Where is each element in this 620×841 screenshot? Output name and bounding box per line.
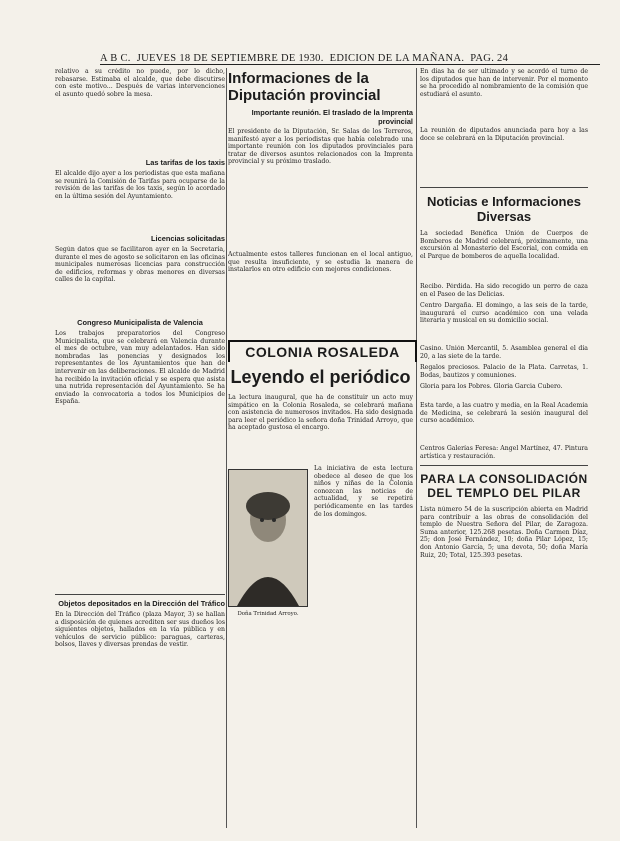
column-rule [226, 68, 227, 828]
pilar-text: Lista número 54 de la suscripción abierta en Madrid para contribuir a las obras de consolidación del templo de Nuestra Señora del Pilar, de Zaragoza. Suma anterior, 125.268 pesetas. Doña Carmen Díaz, 25; don José Fernández, 10; doña Pilar López, 15; don Antonio García, 5; una devota, 50; doña María Ruiz, 20; Total, 125.393 pesetas. [420, 506, 588, 559]
issue-date: JUEVES 18 DE SEPTIEMBRE DE 1930. [136, 53, 324, 64]
news-item: Centros Galerías Feresa: Ángel Martínez, 47. Pintura artística y restauración. [420, 445, 588, 460]
intro-paragraph: La reunión de diputados anunciada para hoy a las doce se celebrará en la Diputación provincial. [420, 127, 588, 142]
publication-name: A B C. [100, 53, 131, 64]
article-text: El presidente de la Diputación, Sr. Salas de los Terreros, manifestó ayer a los periodistas que había celebrado una importante reunión con los diputados provinciales para tratar de diversos asuntos relacionados con la Imprenta provincial y su próximo traslado. [228, 128, 413, 166]
news-item: La sociedad Benéfica Unión de Cuerpos de Bomberos de Madrid celebrará, próximamente, una excursión al Monasterio del Escorial, con comida en el Parque de bomberos de aquella localidad. [420, 230, 588, 260]
colonia-article [228, 364, 413, 698]
column-rule [416, 68, 417, 828]
column-middle [228, 68, 413, 310]
divider [420, 187, 588, 188]
pilar-headline: PARA LA CONSOLIDACIÓN DEL TEMPLO DEL PILAR [420, 472, 588, 500]
article-headline: Informaciones de la Diputación provincial [228, 70, 381, 104]
photo-caption: Doña Trinidad Arroyo. [237, 611, 299, 617]
divider [55, 594, 225, 595]
page-number: PAG. 24 [470, 53, 509, 64]
portrait-image [229, 470, 307, 606]
article-text: Actualmente estos talleres funcionan en el local antiguo, que resulta insuficiente, y se estudia la manera de instalarlos en otro edificio con mejores condiciones. [228, 251, 413, 274]
box-title: COLONIA ROSALEDA [245, 344, 400, 360]
section-title: Licencias solicitadas [151, 234, 225, 243]
section-text: Los trabajos preparatorios del Congreso Municipalista, que se celebrará en Valencia durante el mes de octubre, van muy adelantados. Han sido nombradas las ponencias y designados los representantes de los Ayuntamientos que han de intervenir en las deliberaciones. El alcalde de Madrid ha recibido la invitación oficial y se espera que asista una nutrida representación del Ayuntamiento. Se ha enviado la convocatoria a todos los Municipios de España. [55, 330, 225, 406]
edition-label: EDICION DE LA MAÑANA. [329, 53, 465, 64]
column-right [420, 68, 588, 709]
section-title: Las tarifas de los taxis [145, 158, 225, 167]
portrait-photo [228, 469, 308, 617]
news-item: Gloria para los Pobres. Gloria Garcia Cubero. [420, 383, 563, 390]
box-headline: Leyendo el periódico [230, 367, 411, 387]
section-title: Objetos depositados en la Dirección del Tráfico [58, 599, 225, 608]
box-text: La lectura inaugural, que ha de constituir un acto muy simpático en la Colonia Rosaleda, se celebrará mañana con asistencia de numerosos invitados. Ha sido designada para leer el periódico la señora doña Trinidad Arroyo, que ha aceptado gustosa el encargo. [228, 394, 413, 432]
box-text: La iniciativa de esta lectura obedece al deseo de que los niños y niñas de la Colonia conozcan las noticias de actualidad, y se repetirá periódicamente en las tardes de los domingos. [314, 465, 413, 518]
news-item: Esta tarde, a las cuatro y media, en la Real Academia de Medicina, se celebrará la sesión inaugural del curso académico. [420, 402, 588, 425]
intro-paragraph: relativo a su crédito no puede, por lo dicho, rebasarse. Estimaba el alcalde, que debe discutirse con este motivo... Después de varias intervenciones el asunto quedó sobre la mesa. [55, 68, 225, 98]
divider [420, 465, 588, 466]
news-item: Recibo. Pérdida. Ha sido recogido un perro de caza en el Paseo de las Delicias. [420, 283, 588, 298]
noticias-headline: Noticias e Informaciones Diversas [427, 194, 581, 224]
section-text: En la Dirección del Tráfico (plaza Mayor, 3) se hallan a disposición de quienes acrediten ser sus dueños los siguientes objetos, hallados en la vía pública y en vehículos de servicio público: paraguas, carteras, bolsos, llaves y diversas prendas de vestir. [55, 611, 225, 649]
section-text: El alcalde dijo ayer a los periodistas que esta mañana se reunirá la Comisión de Tarifas para ocuparse de la revisión de las tarifas de los taxis, según lo acordado en la última sesión del Ayuntamiento. [55, 170, 225, 200]
news-item: Centro Dargaña. El domingo, a las seis de la tarde, inaugurará el curso académico con una velada literaria y musical en su domicilio social. [420, 302, 588, 325]
colonia-box [228, 340, 417, 362]
section-title: Congreso Municipalista de Valencia [77, 318, 203, 327]
column-left [55, 68, 225, 724]
news-item: Regalos preciosos. Palacio de la Plata. Carretas, 1. Bodas, bautizos y comuniones. [420, 364, 588, 379]
section-text: Según datos que se facilitaron ayer en la Secretaría, durante el mes de agosto se solicitaron en las oficinas municipales numerosas licencias para construcción de edificios, reformas y obras menores en diversas calles de la capital. [55, 246, 225, 284]
article-subhead: Importante reunión. El traslado de la Imprenta provincial [251, 108, 413, 126]
news-item: Casino. Unión Mercantil, 5. Asamblea general el día 20, a las siete de la tarde. [420, 345, 588, 360]
intro-paragraph: En días ha de ser ultimado y se acordó el turno de los diputados que han de intervenir. Por el momento se ha procedido al nombramiento de la comisión que estudiará el asunto. [420, 68, 588, 98]
page-header [100, 48, 600, 65]
